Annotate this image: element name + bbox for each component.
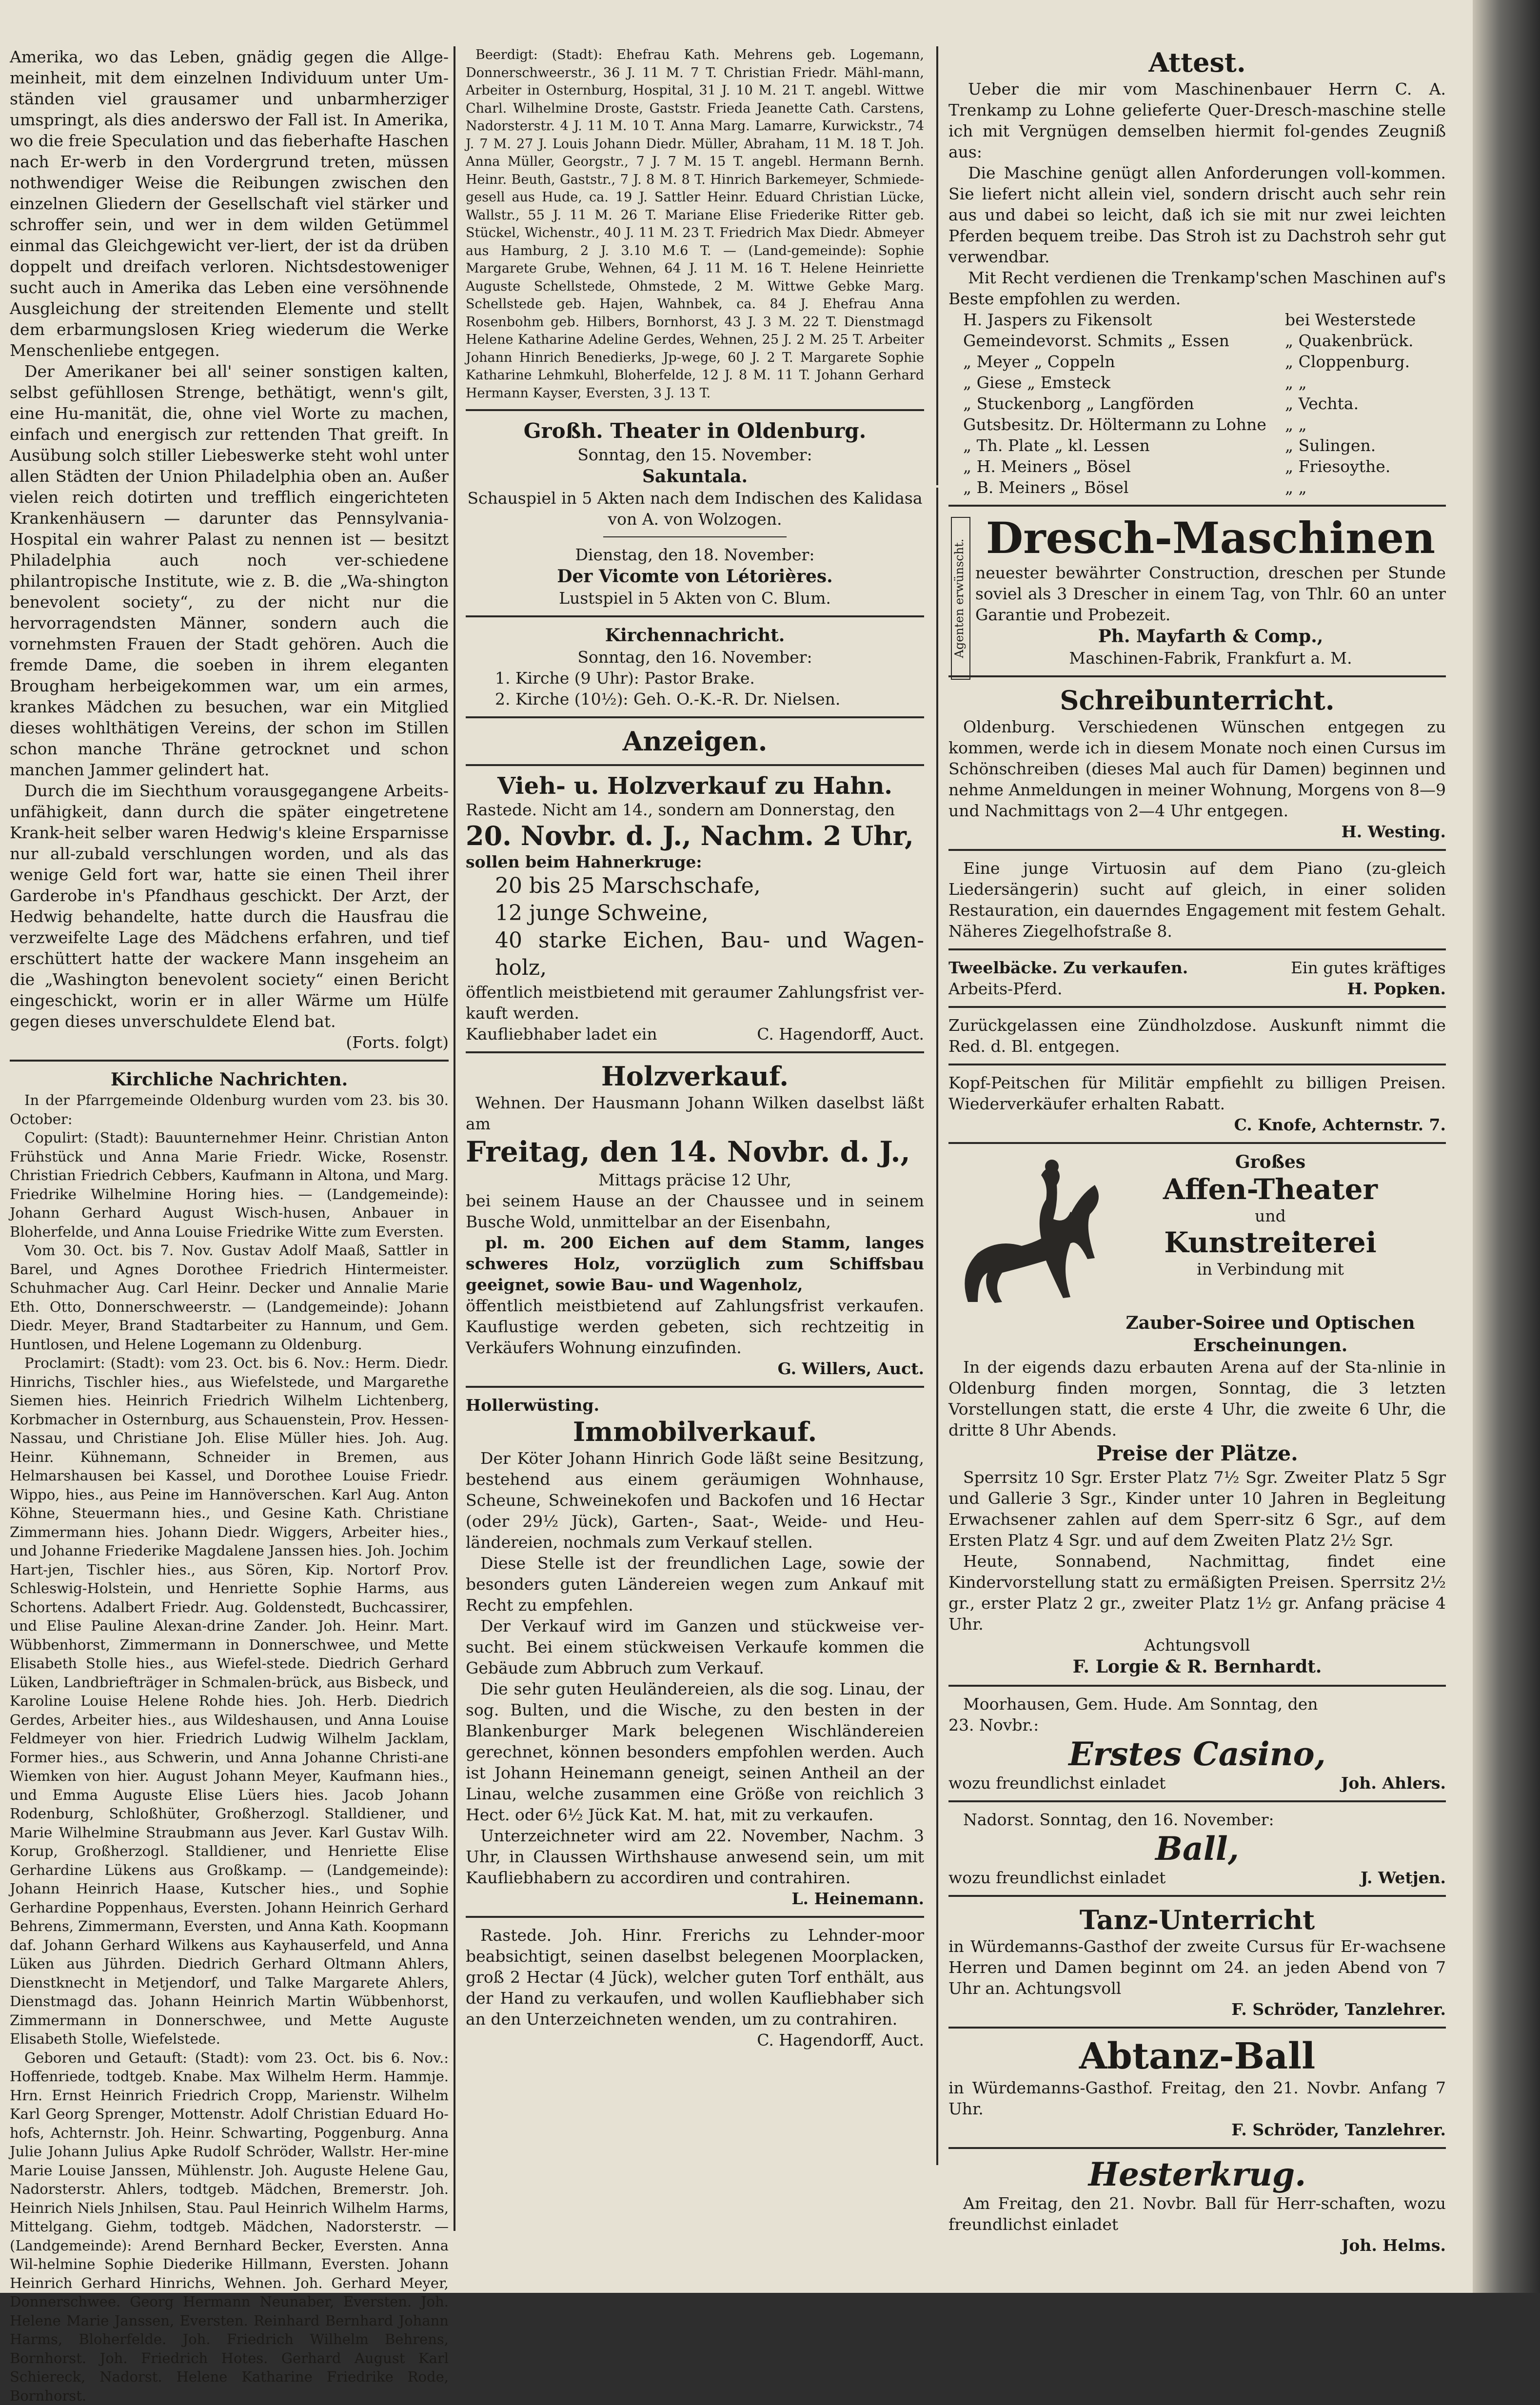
church-notice-item: 1. Kirche (9 Uhr): Pastor Brake. bbox=[466, 668, 924, 689]
divider bbox=[948, 1895, 1446, 1897]
ad-text: pl. m. 200 Eichen auf dem Stamm, langes schweres Holz, vorzüglich zum Schiffsbau geeignet, sowie Bau- und Wagenholz, bbox=[466, 1232, 924, 1295]
signer-place: „ „ bbox=[1285, 414, 1446, 435]
ad-text: Der Verkauf wird im Ganzen und stückweise ver-sucht. Bei einem stückweisen Verkaufe kommen die Gebäude zum Abbruch zum Verkauf. bbox=[466, 1616, 924, 1678]
theater-description: Schauspiel in 5 Akten nach dem Indischen des Kalidasa von A. von Wolzogen. bbox=[466, 488, 924, 530]
signer-place: bei Westerstede bbox=[1285, 309, 1446, 330]
signer-name: „ Th. Plate „ kl. Lessen bbox=[963, 435, 1150, 456]
continued-note: (Forts. folgt) bbox=[10, 1032, 449, 1053]
signer-place: „ Friesoythe. bbox=[1285, 456, 1446, 477]
ad-signature: Joh. Ahlers. bbox=[1341, 1773, 1446, 1794]
ad-title: Schreibunterricht. bbox=[948, 684, 1446, 716]
testimonial-signers bbox=[948, 309, 1446, 498]
divider bbox=[948, 849, 1446, 851]
burials-list: Beerdigt: (Stadt): Ehefrau Kath. Mehrens geb. Logemann, Donnerschweerstr., 36 J. 11 M. 7 T. Christian Friedr. Mähl-mann, Arbeiter in Osternburg, Hospital, 31 J. 10 M. 21 T. angebl. Wittwe Charl. Wilhelmine Droste, Gaststr. Frieda Jeanette Cath. Carstens, Nadorsterstr. 4 J. 11 M. 10 T. Anna Marg. Lamarre, Kurwickstr., 74 J. 7 M. 27 J. Louis Johann Diedr. Müller, Abraham, 11 M. 18 T. Joh. Anna Müller, Georgstr., 7 J. 7 M. 15 T. angebl. Hermann Bernh. Heinr. Beuth, Gaststr., 7 J. 8 M. 8 T. Hinrich Barkemeyer, Schmiede-gesell aus Hude, ca. 19 J. Sattler Heinr. Eduard Christian Lücke, Wallstr., 55 J. 11 M. 26 T. Mariane Elise Friederike Ritter geb. Stückel, Wichenstr., 40 J. 11 M. 23 T. Friedrich Max Diedr. Abmeyer aus Hamburg, 2 J. 3.10 M.6 T. — (Land-gemeinde): Sophie Margarete Grube, Wehnen, 64 J. 11 M. 16 T. Helene Heinriette Auguste Schellstede, Ohmstede, 2 M. Wittwe Gebke Marg. Schellstede geb. Hajen, Wahnbek, ca. 84 J. Ehefrau Anna Rosenbohm geb. Hilbers, Bornhorst, 43 J. 3 M. 22 T. Dienstmagd Helene Katharine Adeline Gerdes, Wehnen, 25 J. 2 M. 25 T. Arbeiter Johann Hinrich Benedierks, Jp-wege, 60 J. 2 T. Margarete Sophie Katharine Lehmkuhl, Bloherfelde, 12 J. 8 M. 11 T. Johann Gerhard Hermann Kayser, Eversten, 3 J. 13 T. bbox=[466, 46, 924, 402]
ad-title: Attest. bbox=[948, 46, 1446, 79]
ad-item: 12 junge Schweine, bbox=[466, 900, 924, 927]
church-news-entry: Geboren und Getauft: (Stadt): vom 23. Oct. bis 6. Nov.: Hoffenriede, todtgeb. Knabe. Max Wilhelm Herm. Hammje. Hrn. Ernst Heinrich Friedrich Cropp, Marienstr. Wilhelm Karl Georg Sprenger, Mottenstr. Adolf Christian Eduard Ho-hofs, Achternstr. Joh. Heinr. Schwarting, Poggenburg. Anna Julie Johann Julius Apke Rudolf Schröder, Wallstr. Her-mine Marie Louise Janssen, Mühlenstr. Joh. Auguste Helene Gau, Nadorsterstr. Ahlers, todtgeb. Mädchen, Bremerstr. Joh. Heinrich Niels Jnhilsen, Stau. Paul Heinrich Wilhelm Harms, Mittelgang. Giehm, todtgeb. Mädchen, Nadorsterstr. — (Landgemeinde): Arend Bernhard Becker, Eversten. Anna Wil-helmine Sophie Diederike Hillmann, Eversten. Johann Heinrich Gerhard Hinrichs, Wehnen. Joh. Gerhard Meyer, Donnerschwee. Georg Hermann Neunaber, Eversten. Joh. Helene Marie Janssen, Eversten. Reinhard Bernhard Johann Harms, Bloherfelde. Joh. Friedrich Wilhelm Behrens, Bornhorst. Joh. Friedrich Hotes. Gerhard August Karl Schiereck, Nadorst. Helene Katharine Friedrike Rode, Bornhorst. bbox=[10, 2049, 449, 2405]
column-rule-2-top bbox=[936, 46, 938, 485]
column-middle bbox=[466, 46, 924, 2255]
theater-date: Sonntag, den 15. November: bbox=[466, 444, 924, 465]
ad-signature-row bbox=[466, 1024, 924, 1045]
ad-text: 23. Novbr.: bbox=[948, 1715, 1446, 1735]
ad-row bbox=[948, 957, 1446, 978]
ad-signature: C. Hagendorff, Auct. bbox=[757, 1024, 924, 1045]
divider bbox=[466, 409, 924, 411]
church-news-entry: Proclamirt: (Stadt): vom 23. Oct. bis 6. Nov.: Herm. Diedr. Hinrichs, Tischler hies., aus Wiefelstede, und Margarethe Siemen hies. Heinrich Friedrich Wilhelm Lichtenberg, Korbmacher in Osternburg, aus Schauenstein, Prov. Hessen-Nassau, und Christiane Joh. Elise Müller hies. Joh. Aug. Heinr. Kühnemann, Schneider in Bremen, aus Helmarshausen bei Kassel, und Dorothee Louise Friedr. Wippo, hies., aus Peine im Hannöverschen. Karl Aug. Anton Köhne, Steuermann hies., und Gesine Kath. Christiane Zimmermann hies. Johann Diedr. Wiggers, Arbeiter hies., und Johanne Friederike Magdalene Janssen hies. Joh. Jochim Hart-jen, Tischler hies., aus Sören, Kip. Nortorf Prov. Schleswig-Holstein, und Henriette Sophie Harms, aus Schortens. Adalbert Friedr. Aug. Goldenstedt, Buchcassirer, und Elise Pauline Alexan-drine Zander. Joh. Heinr. Mart. Wübbenhorst, Zimmermann in Donnerschwee, und Mette Elisabeth Stolle hies., aus Wiefel-stede. Diedrich Gerhard Lüken, Landbriefträger in Schmalen-brück, aus Bisbeck, und Karoline Louise Helene Rohde hies. Joh. Herb. Diedrich Gerdes, Arbeiter hies., aus Wildeshausen, und Anna Louise Feldmeyer von hier. Friedrich Ludwig Wilhelm Jacklam, Former hies., aus Schwerin, und Anna Johanne Christi-ane Wiemken von hier. August Johann Meyer, Kaufmann hies., und Emma Auguste Elise Lüers hies. Jacob Johann Rodenburg, Schloßhüter, Großherzogl. Stalldiener, und Marie Wilhelmine Straubmann aus Jever. Karl Gustav Wilh. Korup, Großherzogl. Stalldiener, und Henriette Elise Gerhardine Lükens aus Großkamp. — (Landgemeinde): Johann Heinrich Haase, Kutscher hies., und Sophie Gerhardine Poppenhaus, Eversten. Johann Heinrich Gerhard Behrens, Zimmermann, Eversten, und Anna Kath. Koopmann daf. Johann Gerhard Wilkens aus Kayhauserfeld, und Anna Lüken aus Jührden. Diedrich Gerhard Oltmann Ahlers, Dienstknecht in Metjendorf, und Talke Margarete Ahlers, Dienstmagd das. Johann Heinrich Martin Wübbenhorst, Zimmermann in Donnerschwee, und Mette Auguste Elisabeth Stolle, Wiefelstede. bbox=[10, 1354, 449, 2049]
signer-place: „ „ bbox=[1285, 372, 1446, 393]
ad-signature: H. Westing. bbox=[948, 821, 1446, 842]
ad-text: Unterzeichneter wird am 22. November, Nachm. 3 Uhr, in Claussen Wirthshause anwesend sein, um mit Kaufliebhabern zu accordiren und contrahiren. bbox=[466, 1825, 924, 1888]
column-right bbox=[948, 46, 1446, 2250]
ad-title: Hesterkrug. bbox=[948, 2156, 1446, 2193]
divider bbox=[466, 716, 924, 718]
divider bbox=[948, 505, 1446, 507]
agents-wanted-label: Agenten erwünscht. bbox=[952, 520, 967, 676]
ad-text: Am Freitag, den 21. Novbr. Ball für Herr-schaften, wozu freundlichst einladet bbox=[948, 2193, 1446, 2235]
circus-pretitle: Großes bbox=[1095, 1151, 1446, 1173]
ad-text: Nadorst. Sonntag, den 16. November: bbox=[948, 1809, 1446, 1830]
ad-title: Holzverkauf. bbox=[466, 1060, 924, 1092]
signer-name: „ Stuckenborg „ Langförden bbox=[963, 393, 1194, 414]
signer-name: „ Giese „ Emsteck bbox=[963, 372, 1110, 393]
divider bbox=[948, 675, 1446, 677]
ad-item: 40 starke Eichen, Bau- und Wagen-holz, bbox=[466, 927, 924, 982]
ad-text: Rastede. Joh. Hinr. Frerichs zu Lehnder-moor beabsichtigt, seinen daselbst belegenen Moorplacken, groß 2 Hectar (4 Jück), welcher guten Torf enthält, aus der Hand zu verkaufen, und wollen Kaufliebhaber sich an den Unterzeichneten wenden, um zu contrahiren. bbox=[466, 1925, 924, 2030]
horse-rider-illustration bbox=[948, 1156, 1109, 1307]
ad-text: Rastede. Nicht am 14., sondern am Donnerstag, den bbox=[466, 799, 924, 820]
signer-place: „ „ bbox=[1285, 477, 1446, 498]
circus-title: Affen-Theater bbox=[1095, 1173, 1446, 1205]
ad-title: Erstes Casino, bbox=[948, 1735, 1446, 1773]
prices-title: Preise der Plätze. bbox=[948, 1440, 1446, 1467]
ad-signature: L. Heinemann. bbox=[466, 1888, 924, 1909]
church-news-intro: In der Pfarrgemeinde Oldenburg wurden vom 23. bis 30. October: bbox=[10, 1091, 449, 1128]
ad-item: 20 bis 25 Marschschafe, bbox=[466, 872, 924, 900]
ad-text: Wehnen. Der Hausmann Johann Wilken daselbst läßt am bbox=[466, 1092, 924, 1134]
signer-name: „ B. Meiners „ Bösel bbox=[963, 477, 1128, 498]
short-divider bbox=[603, 536, 787, 537]
ad-invite: wozu freundlichst einladet bbox=[948, 1867, 1165, 1888]
divider bbox=[948, 2027, 1446, 2029]
signer-name: H. Jaspers zu Fikensolt bbox=[963, 309, 1152, 330]
ad-signature: F. Schröder, Tanzlehrer. bbox=[948, 2119, 1446, 2140]
circus-header bbox=[948, 1151, 1446, 1312]
divider bbox=[466, 615, 924, 617]
ad-signature: C. Knofe, Achternstr. 7. bbox=[948, 1114, 1446, 1135]
ad-time: Mittags präcise 12 Uhr, bbox=[466, 1169, 924, 1190]
ad-place: Hollerwüsting. bbox=[466, 1395, 924, 1416]
circus-subtitle: Erscheinungen. bbox=[1095, 1334, 1446, 1357]
theater-description: Lustspiel in 5 Akten von C. Blum. bbox=[466, 588, 924, 609]
ad-signature: F. Lorgie & R. Bernhardt. bbox=[948, 1656, 1446, 1678]
theater-play: Der Vicomte von Létorières. bbox=[466, 565, 924, 588]
divider bbox=[466, 1916, 924, 1918]
church-notice-item: 2. Kirche (10½): Geh. O.-K.-R. Dr. Nielsen. bbox=[466, 689, 924, 710]
ad-title: Dresch-Maschinen bbox=[975, 513, 1446, 562]
divider bbox=[466, 1051, 924, 1053]
ad-text: in Würdemanns-Gasthof der zweite Cursus für Er-wachsene Herren und Damen beginnt om 24. an jeden Abend von 7 Uhr an. Achtungsvoll bbox=[948, 1936, 1446, 1999]
ad-title: Abtanz-Ball bbox=[948, 2035, 1446, 2077]
church-news-title: Kirchliche Nachrichten. bbox=[10, 1068, 449, 1091]
circus-title: Kunstreiterei bbox=[1095, 1226, 1446, 1259]
signer-name: Gutsbesitz. Dr. Höltermann zu Lohne bbox=[963, 414, 1266, 435]
divider bbox=[948, 1800, 1446, 1802]
ad-text: sollen beim Hahnerkruge: bbox=[466, 851, 924, 872]
divider bbox=[466, 764, 924, 766]
serial-paragraph: Der Amerikaner bei all' seiner sonstigen kalten, selbst gefühllosen Strenge, bethätigt, wenn's gilt, eine Hu-manität, die, ohne viel Worte zu machen, einfach und energisch zur rettenden That greift. In Ausübung solch stiller Liebeswerke steht wohl unter allen Städten der Union Philadelphia oben an. Außer vielen reich dotirten und trefflich eingerichteten Krankenhäusern — darunter das Pennsylvania-Hospital ein wahrer Palast zu nennen ist — besitzt Philadelphia auch noch ver-schiedene philantropische Institute, wie z. B. die „Wa-shington benevolent society“, zu der nicht nur die hervorragendsten Männer, sondern auch die vornehmsten Frauen der Stadt gehören. Auch die fremde Dame, die soeben in ihrem eleganten Brougham herbeigekommen war, um ein armes, krankes Mädchen zu besuchen, war ein Mitglied dieses wohlthätigen Vereins, der schon im Stillen schon manche Thräne getrocknet und schon manchen Jammer gelindert hat. bbox=[10, 361, 449, 780]
column-left bbox=[10, 46, 449, 2270]
ad-text: Heute, Sonnabend, Nachmittag, findet eine Kindervorstellung statt zu ermäßigten Preisen. Sperrsitz 2½ gr., erster Platz 2 gr., zweiter Platz 1½ gr. Anfang präcise 4 Uhr. bbox=[948, 1551, 1446, 1635]
ad-text: Eine junge Virtuosin auf dem Piano (zu-gleich Liedersängerin) sucht auf gleich, in einer soliden Restauration, ein dauerndes Engagement mit festem Gehalt. Näheres Ziegelhofstraße 8. bbox=[948, 858, 1446, 942]
ad-text: Ein gutes kräftiges bbox=[1291, 957, 1446, 978]
ad-signature: J. Wetjen. bbox=[1361, 1867, 1446, 1888]
serial-paragraph: Amerika, wo das Leben, gnädig gegen die Allge-meinheit, mit dem einzelnen Individuum unter Um-ständen viel grausamer und unbarmherziger umspringt, als dies anderswo der Fall ist. In Amerika, wo die freie Speculation und das fieberhafte Haschen nach Er-werb in den Vordergrund treten, müssen nothwendiger Weise die Reibungen zwischen den einzelnen Gliedern der Gesellschaft viel stärker und schroffer sein, und wer in dem wilden Getümmel einmal das Gleichgewicht ver-liert, der ist da drüben doppelt und dreifach verloren. Nichtsdestoweniger sucht auch in Amerika das Leben eine versöhnende Ausgleichung der streitenden Elemente und stellt dem erbarmungslosen Krieg wiederum die Werke Menschenliebe entgegen. bbox=[10, 46, 449, 361]
ad-signature: C. Hagendorff, Auct. bbox=[466, 2030, 924, 2050]
ad-text: öffentlich meistbietend mit geraumer Zahlungsfrist ver-kauft werden. bbox=[466, 982, 924, 1024]
ad-signature-row bbox=[948, 1773, 1446, 1794]
church-notice-title: Kirchennachricht. bbox=[466, 624, 924, 647]
ad-signature: Joh. Helms. bbox=[948, 2235, 1446, 2256]
ad-invite: wozu freundlichst einladet bbox=[948, 1773, 1165, 1794]
ad-signature: F. Schröder, Tanzlehrer. bbox=[948, 1999, 1446, 2020]
divider bbox=[948, 948, 1446, 950]
ad-text: Moorhausen, Gem. Hude. Am Sonntag, den bbox=[948, 1694, 1446, 1715]
advertisements-heading: Anzeigen. bbox=[466, 725, 924, 757]
ad-title: Ball, bbox=[948, 1830, 1446, 1867]
ad-location: Maschinen-Fabrik, Frankfurt a. M. bbox=[975, 648, 1446, 669]
ad-invite: Kaufliebhaber ladet ein bbox=[466, 1024, 657, 1045]
church-news-entry: Vom 30. Oct. bis 7. Nov. Gustav Adolf Maaß, Sattler in Barel, und Agnes Dorothee Friedrich Hintermeister. Schuhmacher Aug. Carl Heinr. Decker und Annalie Marie Eth. Otto, Donnerschweerstr. — (Landgemeinde): Johann Diedr. Meyer, Brand Stadtarbeiter zu Hannum, und Gem. Huntlosen, und Helene Logemann zu Oldenburg. bbox=[10, 1241, 449, 1354]
circus-subtitle-block bbox=[948, 1312, 1446, 1357]
divider bbox=[466, 1386, 924, 1388]
ad-text: Der Köter Johann Hinrich Gode läßt seine Besitzung, bestehend aus einem geräumigen Wohnhause, Scheune, Schweinekofen und Backofen und 16 Hectar (oder 29½ Jück), Garten-, Saat-, Weide- und Heu-ländereien, nochmals zum Verkauf stellen. bbox=[466, 1448, 924, 1553]
page-edge bbox=[1473, 0, 1540, 2293]
circus-subtitle: in Verbindung mit bbox=[1095, 1259, 1446, 1280]
signer-name: „ Meyer „ Coppeln bbox=[963, 351, 1115, 372]
divider bbox=[948, 1006, 1446, 1008]
ad-text: in Würdemanns-Gasthof. Freitag, den 21. Novbr. Anfang 7 Uhr. bbox=[948, 2077, 1446, 2119]
divider bbox=[948, 1685, 1446, 1687]
ad-text: Kopf-Peitschen für Militär empfiehlt zu billigen Preisen. Wiederverkäufer erhalten Rabatt. bbox=[948, 1072, 1446, 1114]
signer-place: „ Quakenbrück. bbox=[1285, 330, 1446, 351]
ad-text: Diese Stelle ist der freundlichen Lage, sowie der besonders guten Ländereien wegen zum Ankauf mit Recht zu empfehlen. bbox=[466, 1553, 924, 1616]
ad-text: neuester bewährter Construction, dreschen per Stunde soviel als 3 Drescher in einem Tag, von Thlr. 60 an unter Garantie und Probezeit. bbox=[975, 562, 1446, 625]
ad-text: Zurückgelassen eine Zündholzdose. Auskunft nimmt die Red. d. Bl. entgegen. bbox=[948, 1015, 1446, 1057]
signer-name: „ H. Meiners „ Bösel bbox=[963, 456, 1131, 477]
ad-text: Ueber die mir vom Maschinenbauer Herrn C. A. Trenkamp zu Lohne gelieferte Quer-Dresch-maschine stelle ich mit Vergnügen demselben hiermit fol-gendes Zeugniß aus: bbox=[948, 79, 1446, 162]
divider bbox=[948, 1064, 1446, 1065]
ad-signature-row bbox=[948, 1867, 1446, 1888]
dresch-ad bbox=[948, 513, 1446, 669]
ad-row bbox=[948, 978, 1446, 999]
ad-firm: Ph. Mayfarth & Comp., bbox=[975, 625, 1446, 648]
ad-text: Die Maschine genügt allen Anforderungen voll-kommen. Sie liefert nicht allein viel, sondern drischt auch sehr rein aus und dabei so leicht, daß ich sie mit nur zwei leichten Pferden bequem treibe. Das Stroh ist zu Dachstroh sehr gut verwendbar. bbox=[948, 162, 1446, 267]
column-rule-2 bbox=[936, 488, 938, 2165]
ad-signature: H. Popken. bbox=[1347, 978, 1446, 999]
regards: Achtungsvoll bbox=[948, 1635, 1446, 1656]
signer-place: „ Sulingen. bbox=[1285, 435, 1446, 456]
ad-text: Arbeits-Pferd. bbox=[948, 978, 1063, 999]
divider bbox=[948, 1142, 1446, 1144]
column-rule-1 bbox=[454, 46, 455, 2231]
ad-date: 20. Novbr. d. J., Nachm. 2 Uhr, bbox=[466, 820, 924, 851]
ad-text: In der eigends dazu erbauten Arena auf der Sta-nlinie in Oldenburg finden morgen, Sonntag, die 3 letzten Vorstellungen statt, die erste 4 Uhr, die zweite 6 Uhr, die dritte 8 Uhr Abends. bbox=[948, 1357, 1446, 1440]
serial-paragraph: Durch die im Siechthum vorausgegangene Arbeits-unfähigkeit, dann durch die später eingetretene Krank-heit selber waren Hedwig's kleine Ersparnisse nur all-zubald verschlungen worden, und als das wenige Geld fort war, hatte sie einen Theil ihrer Garderobe in's Pfandhaus geschickt. Der Arzt, der Hedwig behandelte, hatte durch die Hausfrau die verzweifelte Lage des Mädchens erfahren, und tief erschüttert hatte der wackere Mann insgeheim an die „Washington benevolent society“ einen Bericht eingeschickt, worin er in aller Wärme um Hülfe gegen dieses unverschuldete Elend bat. bbox=[10, 780, 449, 1032]
circus-and: und bbox=[1095, 1205, 1446, 1226]
divider bbox=[948, 2147, 1446, 2149]
ad-date: Freitag, den 14. Novbr. d. J., bbox=[466, 1134, 924, 1169]
ad-text: Oldenburg. Verschiedenen Wünschen entgegen zu kommen, werde ich in diesem Monate noch einen Cursus im Schönschreiben (dieses Mal auch für Damen) beginnen und nehme Anmeldungen in meiner Wohnung, Morgens von 8—9 und Nachmittags von 2—4 Uhr entgegen. bbox=[948, 716, 1446, 821]
church-news-entry: Copulirt: (Stadt): Bauunternehmer Heinr. Christian Anton Frühstück und Anna Marie Friedr. Wicke, Rosenstr. Christian Friedrich Cebbers, Kaufmann in Altona, und Marg. Friedrike Wilhelmine Horing hies. — (Landgemeinde): Johann Gerhard August Wisch-husen, Anbauer in Bloherfelde, und Anna Louise Friedrike Witte zum Eversten. bbox=[10, 1128, 449, 1241]
theater-title: Großh. Theater in Oldenburg. bbox=[466, 418, 924, 444]
ad-signature: G. Willers, Auct. bbox=[466, 1358, 924, 1379]
ad-text: Tweelbäcke. Zu verkaufen. bbox=[948, 957, 1188, 978]
signer-name: Gemeindevorst. Schmits „ Essen bbox=[963, 330, 1229, 351]
ad-text: Sperrsitz 10 Sgr. Erster Platz 7½ Sgr. Zweiter Platz 5 Sgr und Gallerie 3 Sgr., Kinder unter 10 Jahren in Begleitung Erwachsener zahlen auf dem Sperr-sitz 6 Sgr., auf dem Ersten Platz 4 Sgr. und auf dem Zweiten Platz 2½ Sgr. bbox=[948, 1467, 1446, 1551]
signer-place: „ Vechta. bbox=[1285, 393, 1446, 414]
ad-title: Immobilverkauf. bbox=[466, 1416, 924, 1448]
church-notice-date: Sonntag, den 16. November: bbox=[466, 647, 924, 668]
ad-text: bei seinem Hause an der Chaussee und in seinem Busche Wold, unmittelbar an der Eisenbahn, bbox=[466, 1190, 924, 1232]
theater-date: Dienstag, den 18. November: bbox=[466, 544, 924, 565]
signer-place: „ Cloppenburg. bbox=[1285, 351, 1446, 372]
ad-text: Mit Recht verdienen die Trenkamp'schen Maschinen auf's Beste empfohlen zu werden. bbox=[948, 267, 1446, 309]
circus-subtitle: Zauber-Soiree und Optischen bbox=[1095, 1312, 1446, 1334]
theater-play: Sakuntala. bbox=[466, 465, 924, 488]
divider bbox=[10, 1060, 449, 1062]
ad-text: öffentlich meistbietend auf Zahlungsfrist verkaufen. Kauflustige werden gebeten, sich rechtzeitig in Verkäufers Wohnung einzufinden. bbox=[466, 1295, 924, 1358]
ad-title: Vieh- u. Holzverkauf zu Hahn. bbox=[466, 773, 924, 799]
ad-text: Die sehr guten Heuländereien, als die sog. Linau, der sog. Bulten, und die Wische, zu den besten in der Blankenburger Mark belegenen Wischländereien gerechnet, können besonders empfohlen werden. Auch ist Johann Heinemann geneigt, seinen Antheil an der Linau, welche zusammen eine Größe von reichlich 3 Hect. oder 6½ Jück Kat. M. hat, mit zu verkaufen. bbox=[466, 1678, 924, 1825]
ad-title: Tanz-Unterricht bbox=[948, 1904, 1446, 1936]
